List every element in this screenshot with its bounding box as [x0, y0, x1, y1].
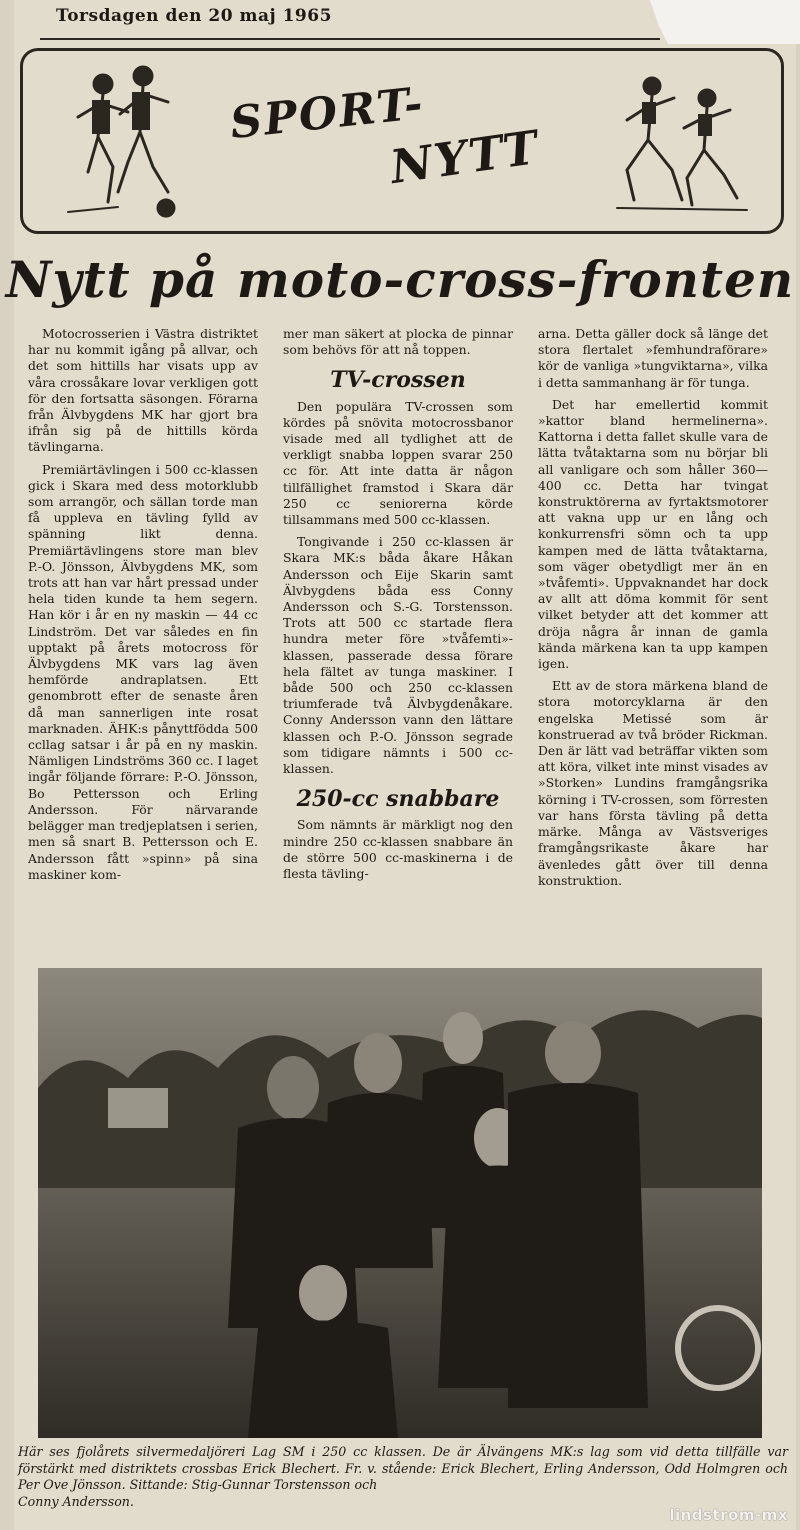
article-headline: Nytt på moto-cross-fronten [5, 250, 795, 309]
torn-corner [650, 0, 800, 44]
caption-end: Conny Andersson. [18, 1493, 134, 1509]
top-rule [40, 38, 660, 40]
article-column-1 [28, 326, 258, 889]
team-photo [38, 968, 762, 1438]
team-photo-image [38, 968, 762, 1438]
caption-text: Här ses fjolårets silvermedaljöreri Lag SM i 250 cc klassen. De är Älvängens MK:s lag som vid detta tillfälle var förstärkt med distriktets crossbas Erick Blechert. Fr. v. stående: Erick Blechert, Erling Andersson, Odd Holmgren och Per Ove Jönsson. Sittande: Stig-Gunnar Torstensson och [18, 1444, 788, 1492]
banner-word-nytt: NYTT [386, 119, 543, 195]
paragraph: Som nämnts är märkligt nog den mindre 250 cc-klassen snabbare än de större 500 cc-maskinerna i de flesta tävling- [283, 817, 513, 882]
subheading-tv-crossen: TV-crossen [330, 367, 466, 394]
banner-title [220, 78, 600, 208]
paragraph: arna. Detta gäller dock så länge det stora flertalet »femhundraförare» kör de vanliga »tungviktarna», vilka i detta sammanhang är för tunga. [538, 326, 768, 390]
banner-word-sport: SPORT- [227, 77, 427, 150]
runners-illustration [612, 70, 752, 220]
football-players-illustration [58, 62, 188, 222]
paragraph: Premiärtävlingen i 500 cc-klassen gick i Skara med dess motorklubb som arrangör, och sällan torde man få uppleva en tävling fylld av spänning likt denna. Premiärtävlingens store man blev P.-O. Jönsson, Älvbygdens MK, som trots att han var hårt pressad under hela tiden kunde ta hem segern. Han kör i år en ny maskin — 44 cc Lindström. Det var således en fin upptakt på årets motocross för Älvbygdens MK vars lag även hemförde andraplatsen. Ett genombrott efter de senaste åren då man sannerligen inte rosat marknaden. ÄHK:s pånyttfödda 500 ccllag satsar i år på en ny maskin. Nämligen Lindströms 360 cc. I laget ingår följande förrare: P.-O. Jönsson, Bo Pettersson och Erling Andersson. För närvarande belägger man tredjeplatsen i serien, men så snart B. Pettersson och E. Andersson fått »spinn» på sina maskiner kom- [28, 461, 258, 882]
paragraph: Tongivande i 250 cc-klassen är Skara MK:s båda åkare Håkan Andersson och Eije Skarin samt Älvbygdens båda ess Conny Andersson och S.-G. Torstensson. Trots att 500 cc startade flera hundra meter före »tvåfemti»-klassen, passerade dessa förare hela fältet av tunga maskiner. I både 500 och 250 cc-klassen triumferade två Älvbygdenåkare. Conny Andersson vann den lättare klassen och P.-O. Jönsson segrade som tidigare nämnts i 500 cc-klassen. [283, 534, 513, 777]
paragraph: Det har emellertid kommit »kattor bland hermelinerna». Kattorna i detta fallet skulle vara de lätta tvåtaktarna som nu börjar bli all vanligare och som håller 360—400 cc. Detta har tvingat konstruktörerna av fyrtaktsmotorer att vakna upp ur en lång och konkurrensfri sömn och ta upp kampen med de lätta tvåtaktarna, som väger obetydligt mer än en »tvåfemti». Uppvaknandet har dock av allt att döma kommit för sent vilket betyder att det kommer att dröja några år innan de gamla kända märkena kan ta upp kampen igen. [538, 396, 768, 672]
paragraph: Ett av de stora märkena bland de stora motorcyklarna är den engelska Metissé som är konstruerad av två bröder Rickman. Den är lätt vad beträffar vikten som att köra, vilket inte minst visades av »Storken» Lundins framgångsrika körning i TV-crossen, som förresten var hans första tävling på detta märke. Många av Västsveriges framgångsrikaste åkare har ävenledes gått över till denna konstruktion. [538, 678, 768, 888]
watermark-logo: lindstrom-mx [669, 1506, 788, 1524]
paragraph: Den populära TV-crossen som kördes på snövita motocrossbanor visade med all tydlighet att de verkligt snabba loppen svarar 250 cc för. Att inte datta är någon tillfällighet framstod i Skara där 250 cc seniorerna körde tillsammans med 500 cc-klassen. [283, 398, 513, 528]
dateline: Torsdagen den 20 maj 1965 [56, 6, 332, 26]
article-column-3 [538, 326, 768, 895]
paragraph: Motocrosserien i Västra distriktet har nu kommit igång på allvar, och det som hittills har visats upp av våra crossåkare lovar verkligen gott för den fortsatta säsongen. Förarna från Älvbygdens MK har gjort bra ifrån sig på de hittills körda tävlingarna. [28, 326, 258, 455]
photo-caption [18, 1444, 788, 1510]
article-column-2 [283, 326, 513, 888]
paragraph: mer man säkert at plocka de pinnar som behövs för att nå toppen. [283, 326, 513, 358]
subheading-250cc: 250-cc snabbare [296, 786, 500, 813]
